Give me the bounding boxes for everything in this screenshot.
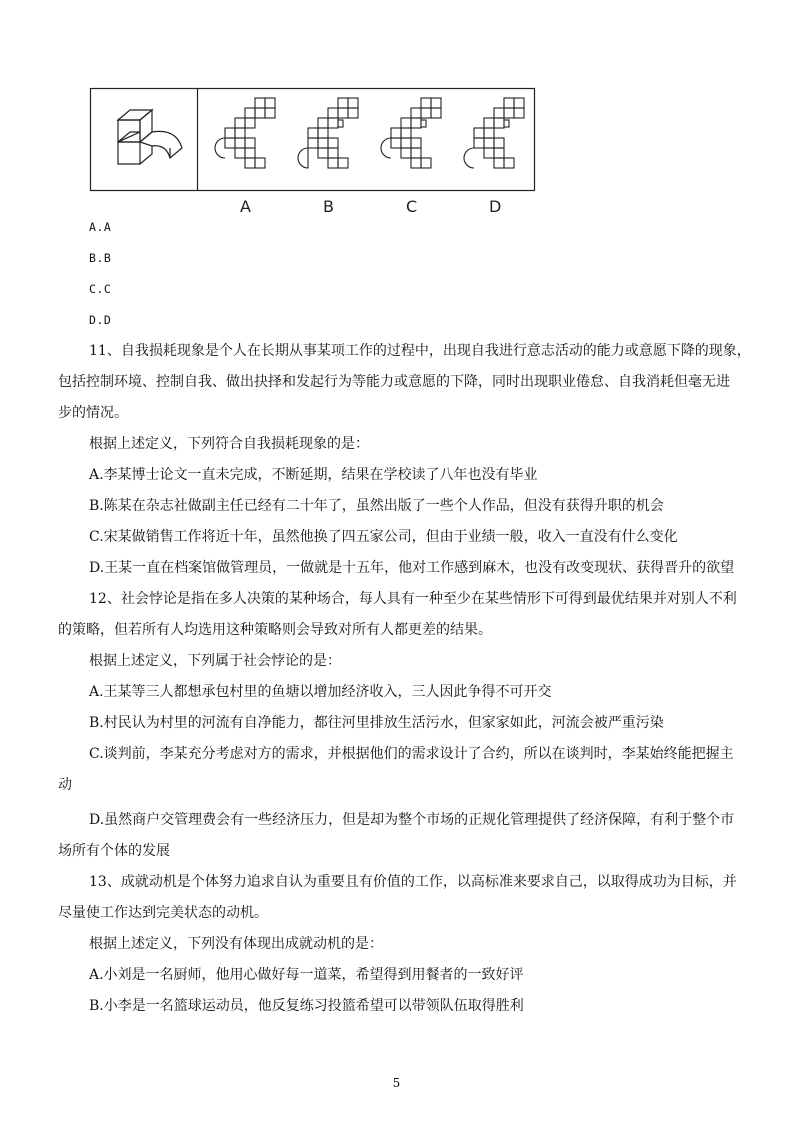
net-tab (504, 120, 509, 127)
net-tab (338, 120, 343, 127)
net-cell (265, 98, 275, 108)
net-cell (338, 98, 348, 108)
prev-option-d: D.D (89, 313, 112, 327)
net-cell (474, 128, 484, 138)
q12-option-b: B.村民认为村里的河流有自净能力，都往河里排放生活污水，但家家如此，河流会被严重污染 (89, 715, 664, 731)
prev-option-c: C.C (89, 282, 112, 296)
q11-stem-line-3: 步的情况。 (58, 405, 128, 421)
q12-option-d-line-2: 场所有个体的发展 (58, 843, 170, 859)
net-cell (504, 158, 514, 168)
net-cell (411, 148, 421, 158)
net-cell (421, 98, 431, 108)
net-cell (235, 148, 245, 158)
curved-face (464, 148, 474, 168)
q13-stem-line-2: 尽量使工作达到完美状态的动机。 (58, 905, 268, 921)
q12-prompt: 根据上述定义，下列属于社会悖论的是： (89, 653, 341, 669)
net-cell (255, 98, 265, 108)
net-cell (245, 158, 255, 168)
net-cell (411, 138, 421, 148)
net-cell (431, 108, 441, 118)
net-cell (255, 158, 265, 168)
net-option-d (464, 98, 524, 168)
net-cell (225, 138, 235, 148)
net-label-b: B (323, 197, 334, 216)
net-cell (514, 108, 524, 118)
page-number: 5 (392, 1076, 401, 1090)
net-cell (245, 138, 255, 148)
net-option-b (298, 98, 358, 168)
net-cell (245, 108, 255, 118)
net-cell (225, 128, 235, 138)
curved-face (381, 138, 391, 158)
curved-face (215, 138, 225, 158)
q11-option-d: D.王某一直在档案馆做管理员，一做就是十五年，他对工作感到麻木，也没有改变现状、获得晋升的欲望 (89, 560, 735, 576)
curved-face (298, 148, 308, 168)
prev-option-b: B.B (89, 251, 112, 265)
net-cell (328, 138, 338, 148)
net-cell (421, 108, 431, 118)
net-cell (514, 98, 524, 108)
q12-option-a: A.王某等三人都想承包村里的鱼塘以增加经济收入，三人因此争得不可开交 (89, 684, 552, 700)
net-cell (401, 148, 411, 158)
net-cell (494, 138, 504, 148)
net-cell (338, 158, 348, 168)
net-cell (494, 158, 504, 168)
figure-frame (91, 89, 535, 191)
q11-option-a: A.李某博士论文一直未完成，不断延期，结果在学校读了八年也没有毕业 (89, 467, 538, 483)
net-cell (235, 128, 245, 138)
net-cell (318, 148, 328, 158)
net-cell (484, 128, 494, 138)
net-cell (484, 148, 494, 158)
net-cell (255, 108, 265, 118)
net-option-c (381, 98, 441, 168)
net-cell (411, 118, 421, 128)
prev-option-a: A.A (89, 220, 112, 234)
q12-option-c-line-1: C.谈判前，李某充分考虑对方的需求，并根据他们的需求设计了合约，所以在谈判时，李某始终能把握主 (89, 746, 734, 762)
net-tab (421, 120, 426, 127)
net-cell (328, 158, 338, 168)
net-cell (484, 118, 494, 128)
net-cell (338, 108, 348, 118)
net-cell (391, 138, 401, 148)
net-cell (235, 138, 245, 148)
net-cell (308, 128, 318, 138)
q11-stem-line-2: 包括控制环境、控制自我、做出抉择和发起行为等能力或意愿的下降，同时出现职业倦怠、自我消耗但毫无进 (58, 374, 730, 390)
net-cell (245, 118, 255, 128)
net-cell (494, 118, 504, 128)
q11-option-b: B.陈某在杂志社做副主任已经有二十年了，虽然出版了一些个人作品，但没有获得升职的机会 (89, 498, 664, 514)
net-cell (484, 138, 494, 148)
q12-stem-line-1: 12、社会悖论是指在多人决策的某种场合，每人具有一种至少在某些情形下可得到最优结果并对别人不利 (89, 591, 737, 607)
net-cell (411, 158, 421, 168)
net-cell (411, 108, 421, 118)
net-label-a: A (240, 197, 251, 216)
net-cell (318, 128, 328, 138)
net-cell (245, 148, 255, 158)
q13-stem-line-1: 13、成就动机是个体努力追求自认为重要且有价值的工作，以高标准来要求自己，以取得成功为目标，并 (89, 874, 737, 890)
net-cell (235, 118, 245, 128)
q12-option-c-line-2: 动 (58, 777, 72, 793)
net-cell (348, 98, 358, 108)
net-cell (494, 108, 504, 118)
net-option-a (215, 98, 275, 168)
net-cell (494, 148, 504, 158)
net-cell (328, 118, 338, 128)
net-cell (328, 108, 338, 118)
q13-prompt: 根据上述定义，下列没有体现出成就动机的是： (89, 936, 383, 952)
net-cell (328, 148, 338, 158)
net-cell (421, 158, 431, 168)
net-cell (504, 108, 514, 118)
reference-solid (118, 110, 182, 164)
puzzle-figure-svg (90, 88, 535, 216)
net-cell (308, 138, 318, 148)
net-cell (401, 138, 411, 148)
net-cell (474, 138, 484, 148)
net-label-c: C (406, 197, 418, 216)
q11-stem-line-1: 11、自我损耗现象是个人在长期从事某项工作的过程中，出现自我进行意志活动的能力或意愿下降的现象， (89, 343, 751, 359)
net-cell (318, 138, 328, 148)
net-cell (504, 98, 514, 108)
q11-option-c: C.宋某做销售工作将近十年，虽然他换了四五家公司，但由于业绩一般，收入一直没有什么变化 (89, 529, 678, 545)
q12-option-d-line-1: D.虽然商户交管理费会有一些经济压力，但是却为整个市场的正规化管理提供了经济保障，有利于整个市 (89, 812, 735, 828)
puzzle-figure (90, 88, 535, 216)
net-label-d: D (489, 197, 502, 216)
q13-option-b: B.小李是一名篮球运动员，他反复练习投篮希望可以带领队伍取得胜利 (89, 998, 524, 1014)
net-cell (391, 128, 401, 138)
net-cell (348, 108, 358, 118)
q11-prompt: 根据上述定义，下列符合自我损耗现象的是： (89, 436, 369, 452)
net-cell (401, 118, 411, 128)
net-cell (401, 128, 411, 138)
net-cell (431, 98, 441, 108)
net-cell (318, 118, 328, 128)
q13-option-a: A.小刘是一名厨师，他用心做好每一道菜，希望得到用餐者的一致好评 (89, 967, 524, 983)
q12-stem-line-2: 的策略，但若所有人均选用这种策略则会导致对所有人都更差的结果。 (58, 622, 492, 638)
net-cell (265, 108, 275, 118)
